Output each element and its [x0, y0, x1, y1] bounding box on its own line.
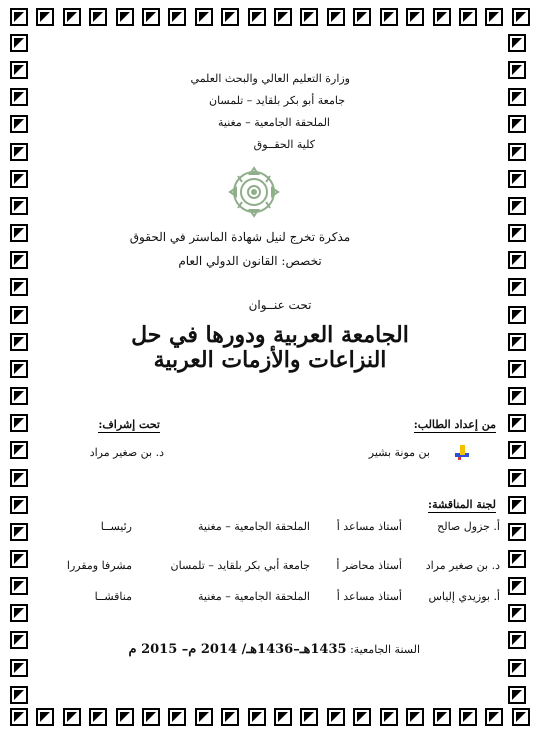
- student-label: من إعداد الطالب:: [413, 418, 496, 431]
- border-square-icon: [10, 577, 28, 595]
- border-square-icon: [10, 414, 28, 432]
- specialty-line: تخصص: القانون الدولي العام: [178, 254, 322, 268]
- border-square-icon: [406, 708, 424, 726]
- border-square-icon: [508, 414, 526, 432]
- border-square-icon: [508, 224, 526, 242]
- member-rank: أستاذ مساعد أ: [336, 590, 402, 603]
- border-square-icon: [10, 170, 28, 188]
- border-square-icon: [508, 197, 526, 215]
- border-square-icon: [10, 631, 28, 649]
- annex-line: الملحقة الجامعية – مغنية: [218, 116, 330, 129]
- member-rank: أستاذ محاضر أ: [336, 559, 402, 572]
- border-square-icon: [10, 34, 28, 52]
- border-square-icon: [508, 360, 526, 378]
- border-square-icon: [380, 708, 398, 726]
- border-square-icon: [508, 251, 526, 269]
- border-square-icon: [248, 8, 266, 26]
- committee-member-row: [40, 559, 500, 577]
- border-square-icon: [10, 278, 28, 296]
- border-square-icon: [353, 708, 371, 726]
- border-square-icon: [508, 61, 526, 79]
- degree-line: مذكرة تخرج لنيل شهادة الماستر في الحقوق: [129, 230, 351, 244]
- border-square-icon: [116, 708, 134, 726]
- border-square-icon: [168, 708, 186, 726]
- border-square-icon: [508, 550, 526, 568]
- thesis-title-line-2: النزاعات والأزمات العربية: [153, 347, 387, 373]
- border-square-icon: [10, 8, 28, 26]
- border-square-icon: [508, 523, 526, 541]
- border-square-icon: [10, 143, 28, 161]
- border-square-icon: [508, 659, 526, 677]
- border-square-icon: [433, 708, 451, 726]
- border-square-icon: [36, 8, 54, 26]
- university-line: جامعة أبو بكر بلقايد – تلمسان: [209, 94, 345, 107]
- committee-member-row: [40, 520, 500, 538]
- member-name: أ. بوزيدي إلياس: [428, 590, 500, 603]
- border-square-icon: [10, 115, 28, 133]
- committee-label: لجنة المناقشة:: [428, 498, 496, 511]
- border-square-icon: [485, 8, 503, 26]
- border-square-icon: [508, 496, 526, 514]
- border-square-icon: [508, 469, 526, 487]
- border-square-icon: [10, 360, 28, 378]
- member-rank: أستاذ مساعد أ: [336, 520, 402, 533]
- border-square-icon: [353, 8, 371, 26]
- border-square-icon: [508, 577, 526, 595]
- member-institution: الملحقة الجامعية – مغنية: [198, 590, 310, 603]
- border-square-icon: [327, 8, 345, 26]
- member-name: د. بن صغير مراد: [425, 559, 500, 572]
- academic-year-label: السنة الجامعية:: [350, 643, 420, 656]
- border-square-icon: [10, 469, 28, 487]
- supervisor-name: د. بن صغير مراد: [89, 446, 164, 459]
- border-square-icon: [89, 708, 107, 726]
- border-square-icon: [300, 708, 318, 726]
- border-square-icon: [63, 708, 81, 726]
- academic-year-value: 1435هـ–1436هـ/ 2014 م– 2015 م: [128, 642, 347, 657]
- border-square-icon: [10, 197, 28, 215]
- border-square-icon: [508, 88, 526, 106]
- border-square-icon: [10, 523, 28, 541]
- border-square-icon: [10, 604, 28, 622]
- border-square-icon: [10, 387, 28, 405]
- border-square-icon: [508, 306, 526, 324]
- border-square-icon: [10, 61, 28, 79]
- border-square-icon: [508, 278, 526, 296]
- pushpin-icon: [452, 443, 472, 461]
- border-square-icon: [221, 8, 239, 26]
- border-square-icon: [274, 708, 292, 726]
- border-square-icon: [10, 224, 28, 242]
- border-square-icon: [142, 8, 160, 26]
- border-square-icon: [10, 306, 28, 324]
- border-square-icon: [380, 8, 398, 26]
- student-name: بن مونة بشير: [368, 446, 430, 459]
- border-square-icon: [274, 8, 292, 26]
- committee-member-row: [40, 590, 500, 608]
- border-square-icon: [168, 8, 186, 26]
- border-square-icon: [10, 686, 28, 704]
- thesis-title-line-1: الجامعة العربية ودورها في حل: [131, 322, 409, 348]
- border-square-icon: [433, 8, 451, 26]
- member-role: مشرفا ومقررا: [66, 559, 132, 572]
- border-square-icon: [10, 441, 28, 459]
- border-square-icon: [508, 604, 526, 622]
- border-square-icon: [10, 333, 28, 351]
- border-square-icon: [10, 251, 28, 269]
- member-role: مناقشــا: [94, 590, 132, 603]
- border-square-icon: [459, 8, 477, 26]
- ministry-line: وزارة التعليم العالي والبحث العلمي: [190, 72, 350, 85]
- border-square-icon: [508, 686, 526, 704]
- border-square-icon: [508, 441, 526, 459]
- border-square-icon: [142, 708, 160, 726]
- member-role: رئيســا: [100, 520, 132, 533]
- border-square-icon: [508, 170, 526, 188]
- member-name: أ. جزول صالح: [437, 520, 500, 533]
- border-square-icon: [10, 550, 28, 568]
- border-square-icon: [221, 708, 239, 726]
- faculty-line: كلية الحقــوق: [253, 138, 315, 151]
- border-square-icon: [485, 708, 503, 726]
- supervisor-label: تحت إشراف:: [98, 418, 160, 431]
- border-square-icon: [10, 659, 28, 677]
- border-square-icon: [248, 708, 266, 726]
- border-square-icon: [508, 387, 526, 405]
- border-square-icon: [116, 8, 134, 26]
- border-square-icon: [10, 708, 28, 726]
- border-left: [10, 34, 28, 704]
- border-square-icon: [508, 34, 526, 52]
- academic-year: [129, 642, 420, 657]
- border-square-icon: [508, 333, 526, 351]
- border-square-icon: [508, 143, 526, 161]
- university-emblem-icon: [218, 160, 290, 224]
- border-square-icon: [300, 8, 318, 26]
- border-square-icon: [63, 8, 81, 26]
- member-institution: جامعة أبي بكر بلقايد – تلمسان: [170, 559, 310, 572]
- border-square-icon: [10, 88, 28, 106]
- border-square-icon: [512, 708, 530, 726]
- border-square-icon: [508, 115, 526, 133]
- border-square-icon: [459, 708, 477, 726]
- border-square-icon: [89, 8, 107, 26]
- border-top: [10, 8, 530, 26]
- border-square-icon: [508, 631, 526, 649]
- border-square-icon: [195, 8, 213, 26]
- border-square-icon: [195, 708, 213, 726]
- under-title: تحت عنــوان: [248, 298, 312, 312]
- border-square-icon: [36, 708, 54, 726]
- member-institution: الملحقة الجامعية – مغنية: [198, 520, 310, 533]
- border-square-icon: [406, 8, 424, 26]
- border-bottom: [10, 708, 530, 726]
- border-right: [508, 34, 526, 704]
- border-square-icon: [512, 8, 530, 26]
- border-square-icon: [10, 496, 28, 514]
- border-square-icon: [327, 708, 345, 726]
